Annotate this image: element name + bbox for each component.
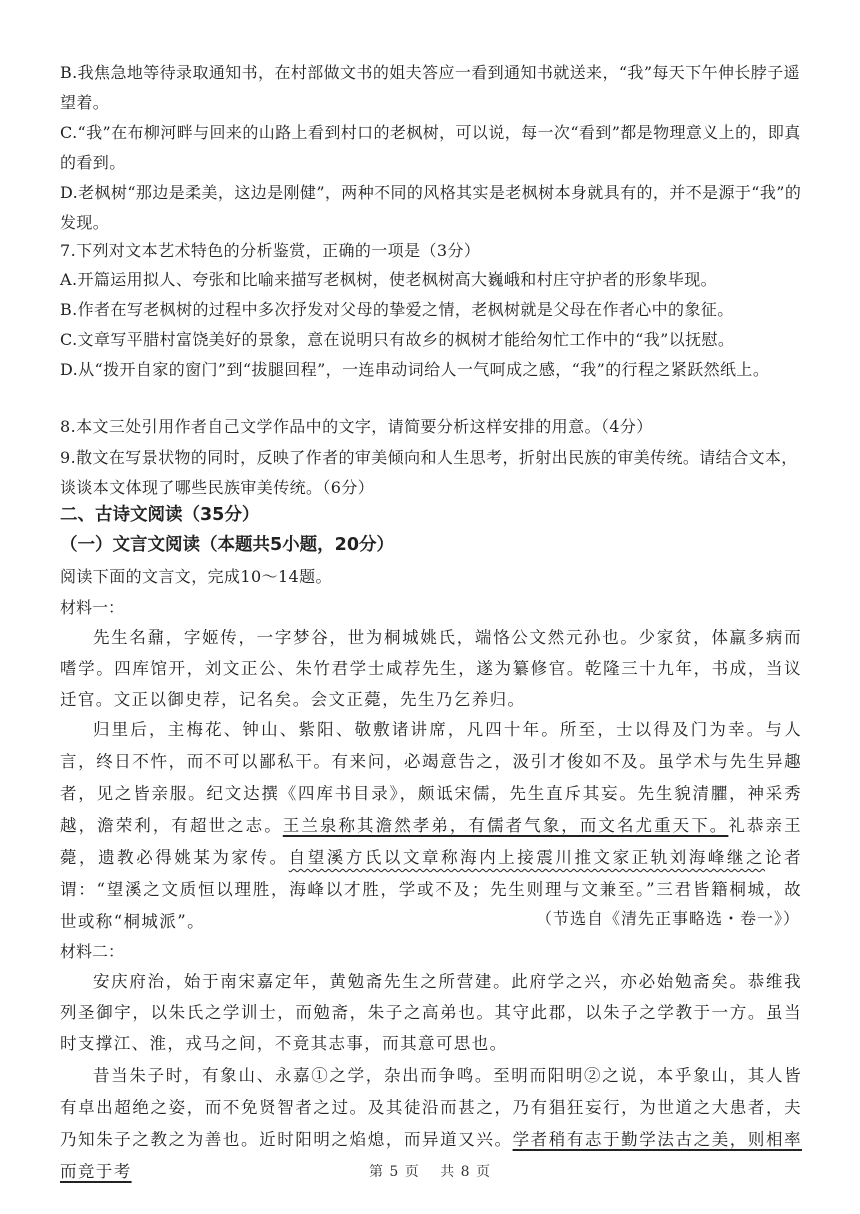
material-2-label: 材料二： (60, 942, 125, 961)
option-6c: C.“我”在布柳河畔与回来的山路上看到村口的老枫树，可以说，每一次“看到”都是物理意义上的，即真的看到。 (60, 123, 801, 172)
material-1-paragraph-1: 先生名鼐，字姬传，一字梦谷，世为桐城姚氏，端恪公文然元孙也。少家贫，体羸多病而嗜学。四库馆开，刘文正公、朱竹君学士咸荐先生，遂为纂修官。乾隆三十九年，书成，当议迁官。文正以御史荐，记名矣。会文正薨，先生乃乞养归。 (60, 628, 802, 709)
option-7d: D.从“拨开自家的窗门”到“拔腿回程”，一连串动词给人一气呵成之感，“我”的行程之紧跃然纸上。 (60, 360, 770, 379)
section-subtitle: （一）文言文阅读（本题共5小题，20分） (60, 535, 395, 555)
paragraph-text: 礼恭亲王薨，遗教必得姚某为家传。 (60, 816, 802, 867)
underlined-sentence-2: 学者稍有志于勤学法古之美，则相率而竞于考 (60, 1130, 802, 1181)
option-7c: C.文章写平腊村富饶美好的景象，意在说明只有故乡的枫树才能给匆忙工作中的“我”以抚慰。 (60, 330, 735, 349)
material-2-paragraph-1: 安庆府治，始于南宋嘉定年，黄勉斋先生之所营建。此府学之兴，亦必始勉斋矣。恭维我列圣御宇，以朱氏之学训士，而勉斋，朱子之高弟也。其守此郡，以朱子之学教于一方。虽当时支撑江、淮，戎马之间，不竟其志事，而其意可思也。 (60, 972, 802, 1053)
section-title: 二、古诗文阅读（35分） (60, 505, 260, 525)
source-note: （节选自《清先正事略选・卷一》） (535, 909, 800, 928)
option-6b: B.我焦急地等待录取通知书，在村部做文书的姐夫答应一看到通知书就送来，“我”每天下午伸长脖子遥望着。 (60, 63, 801, 112)
reading-instruction: 阅读下面的文言文，完成10～14题。 (60, 567, 332, 586)
underlined-sentence-1: 王兰泉称其澹然孝弟，有儒者气象，而文名尤重天下。 (282, 816, 729, 835)
option-7a: A.开篇运用拟人、夸张和比喻来描写老枫树，使老枫树高大巍峨和村庄守护者的形象毕现。 (60, 270, 718, 289)
question-7: 7.下列对文本艺术特色的分析鉴赏，正确的一项是（3分） (60, 241, 481, 260)
paragraph-text: 昔当朱子时，有象山、永嘉①之学，杂出而争鸣。至明而阳明②之说，本乎象山，其人皆有卓出超绝之姿，而不免贤智者之过。及其徒沿而甚之，乃有猖狂妄行，为世道之大患者，夫乃知朱子之教之为善也。近时阳明之焰熄，而异道又兴。 (60, 1066, 802, 1149)
question-9: 9.散文在写景状物的同时，反映了作者的审美倾向和人生思考，折射出民族的审美传统。请结合文本，谈谈本文体现了哪些民族审美传统。（6分） (60, 448, 798, 497)
paragraph-text: 论者谓：“望溪之文质恒以理胜，海峰以才胜，学或不及；先生则理与文兼至。”三君皆籍桐城，故世或称“桐城派”。 (60, 848, 802, 931)
option-7b: B.作者在写老枫树的过程中多次抒发对父母的挚爱之情，老枫树就是父母在作者心中的象征。 (60, 300, 734, 319)
paragraph-text: 归里后，主梅花、钟山、紫阳、敬敷诸讲席，凡四十年。所至，士以得及门为幸。与人言，终日不忤，而不可以鄙私干。有来问，必竭意告之，汲引才俊如不及。虽学术与先生异趣者，见之皆亲服。纪文达撰《四库书目录》，颇诋宋儒，先生直斥其妄。先生貌清臞，神采秀越，澹荣利，有超世之志。 (60, 720, 802, 835)
wavy-underlined-sentence: 自望溪方氏以文章称海内上接震川推文家正轨刘海峰继之 (288, 848, 766, 867)
option-6d: D.老枫树“那边是柔美，这边是刚健”，两种不同的风格其实是老枫树本身就具有的，并不是源于“我”的发现。 (60, 183, 802, 232)
material-1-paragraph-2 (60, 714, 802, 938)
page-footer: 第 5 页 共 8 页 (368, 1164, 492, 1180)
question-8: 8.本文三处引用作者自己文学作品中的文字，请简要分析这样安排的用意。（4分） (60, 417, 653, 436)
material-1-label: 材料一： (60, 598, 125, 617)
